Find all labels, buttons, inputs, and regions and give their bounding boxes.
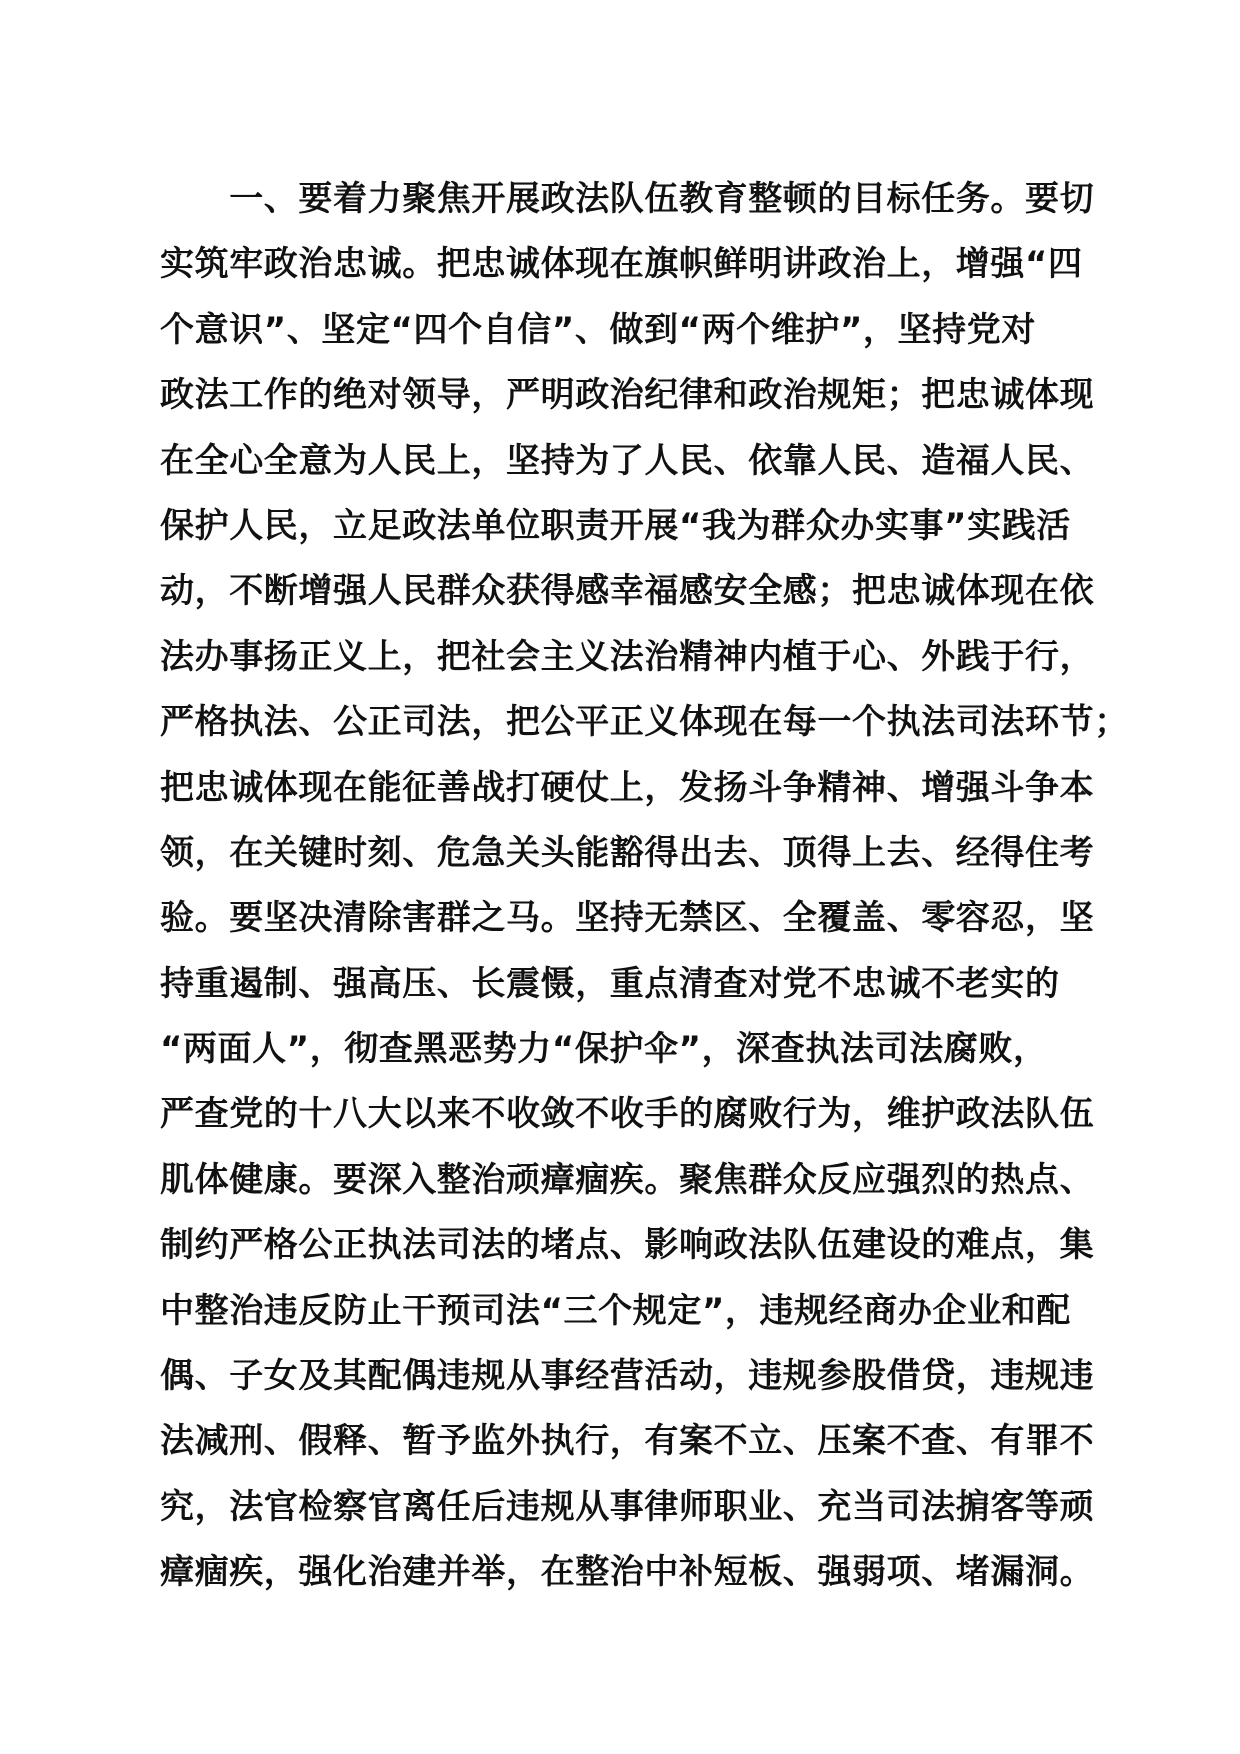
text-line: 究，法官检察官离任后违规从事律师职业、充当司法掮客等顽 bbox=[160, 1486, 1095, 1527]
text-line: 个意识”、坚定“四个自信”、做到“两个维护”，坚持党对 bbox=[160, 309, 1036, 350]
text-line: 实筑牢政治忠诚。把忠诚体现在旗帜鲜明讲政治上，增强“四 bbox=[160, 244, 1083, 285]
text-line: 严格执法、公正司法，把公平正义体现在每一个执法司法环节； bbox=[160, 702, 1129, 743]
text-line: 验。要坚决清除害群之马。坚持无禁区、全覆盖、零容忍，坚 bbox=[160, 898, 1095, 939]
text-line: 一、要着力聚焦开展政法队伍教育整顿的目标任务。要切 bbox=[160, 179, 1095, 219]
text-line: 肌体健康。要深入整治顽瘴痼疾。聚焦群众反应强烈的热点、 bbox=[160, 1159, 1095, 1200]
text-line: 严查党的十八大以来不收敛不收手的腐败行为，维护政法队伍 bbox=[160, 1094, 1095, 1135]
text-line: 把忠诚体现在能征善战打硬仗上，发扬斗争精神、增强斗争本 bbox=[160, 767, 1095, 808]
text-line: 偶、子女及其配偶违规从事经营活动，违规参股借贷，违规违 bbox=[160, 1356, 1095, 1397]
text-line: 持重遏制、强高压、长震慑，重点清查对党不忠诚不老实的 bbox=[160, 963, 1060, 1004]
text-line: 中整治违反防止干预司法“三个规定”，违规经商办企业和配 bbox=[160, 1290, 1071, 1331]
body-paragraph bbox=[160, 167, 1129, 1606]
text-line: 在全心全意为人民上，坚持为了人民、依靠人民、造福人民、 bbox=[160, 440, 1095, 481]
text-line: 法减刑、假释、暂予监外执行，有案不立、压案不查、有罪不 bbox=[160, 1421, 1095, 1462]
text-line: 领，在关键时刻、危急关头能豁得出去、顶得上去、经得住考 bbox=[160, 832, 1095, 873]
text-line: 保护人民，立足政法单位职责开展“我为群众办实事”实践活 bbox=[160, 505, 1071, 546]
text-line: 制约严格公正执法司法的堵点、影响政法队伍建设的难点，集 bbox=[160, 1225, 1095, 1266]
text-line: 动，不断增强人民群众获得感幸福感安全感；把忠诚体现在依 bbox=[160, 571, 1095, 612]
text-line: 法办事扬正义上，把社会主义法治精神内植于心、外践于行， bbox=[160, 636, 1095, 677]
text-line: “两面人”，彻查黑恶势力“保护伞”，深查执法司法腐败， bbox=[160, 1029, 1048, 1070]
text-line: 瘴痼疾，强化治建并举，在整治中补短板、强弱项、堵漏洞。 bbox=[160, 1552, 1095, 1593]
text-line: 政法工作的绝对领导，严明政治纪律和政治规矩；把忠诚体现 bbox=[160, 375, 1095, 416]
